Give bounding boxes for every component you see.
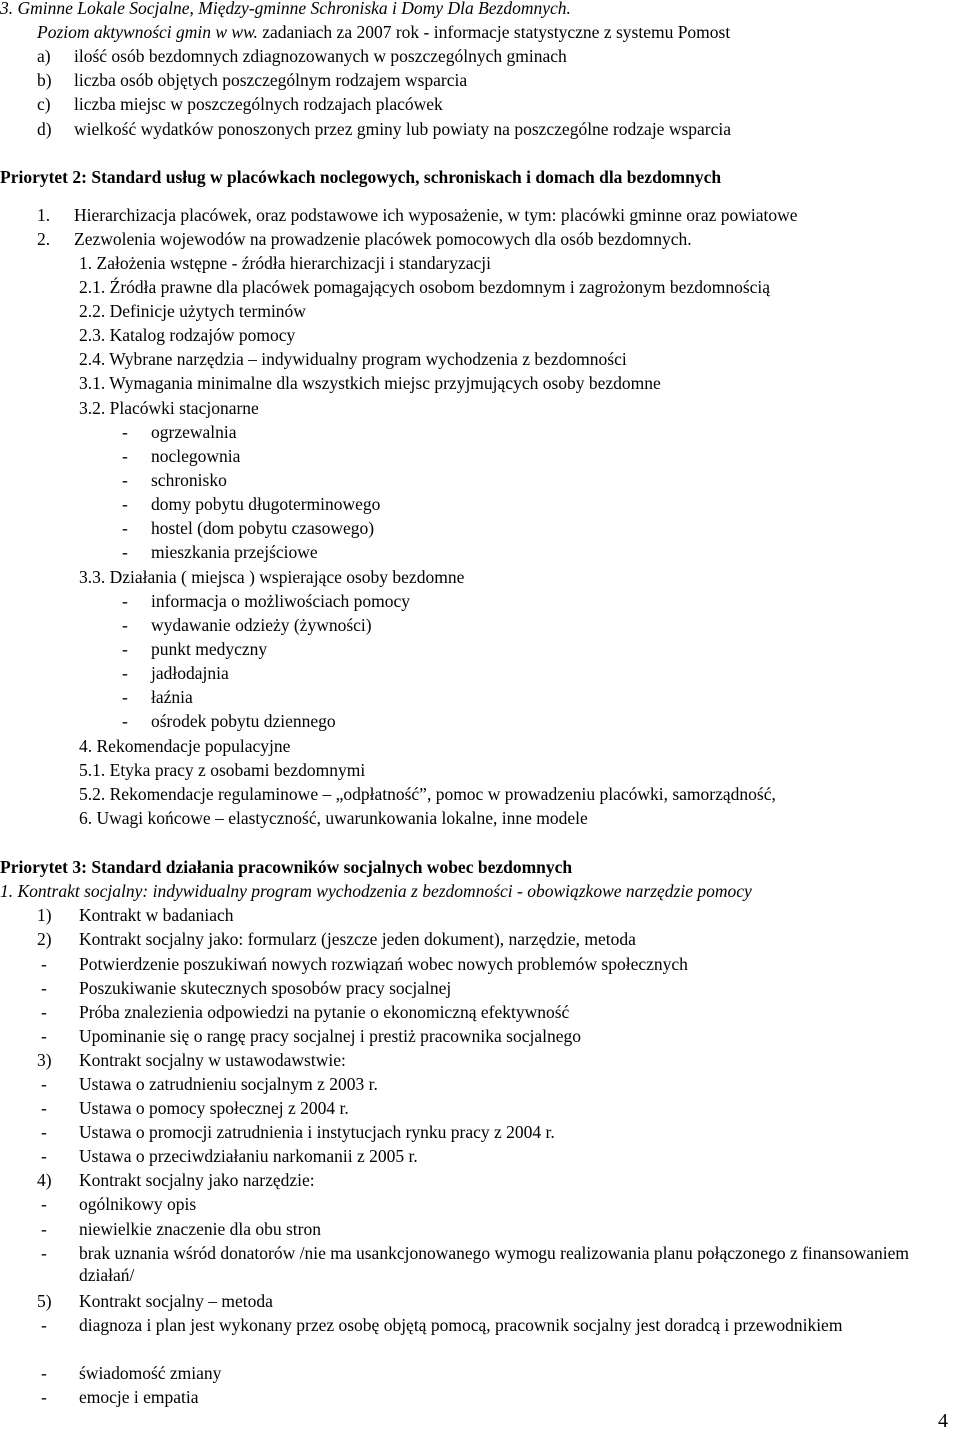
section-title-line1: 3. Gminne Lokale Socjalne, Między-gminne Schroniska i Domy Dla Bezdomnych. (0, 0, 571, 18)
outline-item: 2.4. Wybrane narzędzia – indywidualny program wychodzenia z bezdomności (79, 349, 627, 369)
bullet-item: - brak uznania wśród donatorów /nie ma usankcjonowanego wymogu realizowania planu połączonego z finansowaniem działań/ (41, 1243, 910, 1285)
section-title-rest: zadaniach za 2007 rok - informacje statystyczne z systemu Pomost (257, 22, 731, 42)
outline-item: 4. Rekomendacje populacyjne (79, 736, 291, 756)
outline-item: 2.2. Definicje użytych terminów (79, 301, 306, 321)
priority3-intro: 1. Kontrakt socjalny: indywidualny program wychodzenia z bezdomności - obowiązkowe narzędzie pomocy (0, 881, 752, 901)
outline-item: 2.3. Katalog rodzajów pomocy (79, 325, 296, 345)
priority2-heading: Priorytet 2: Standard usług w placówkach noclegowych, schroniskach i domach dla bezdomnych (0, 167, 722, 187)
section-title-italic: Poziom aktywności gmin w ww. (37, 22, 258, 42)
outline-item: 3.1. Wymagania minimalne dla wszystkich miejsc przyjmujących osoby bezdomne (79, 373, 661, 393)
outline-item: 3.2. Placówki stacjonarne (79, 398, 259, 418)
outline-item: 6. Uwagi końcowe – elastyczność, uwarunkowania lokalne, inne modele (79, 808, 588, 828)
document-page: 3. Gminne Lokale Socjalne, Między-gminne Schroniska i Domy Dla Bezdomnych. Poziom aktywności gmin w ww. zadaniach za 2007 rok - informacje statystyczne z systemu Pomost a) ilość osób bezdomnych zdiagnozowanych w poszczególnych gminach b) liczba osób objętych poszczególnym rodzajem wsparcia c) liczba miejsc w poszczególnych rodzajach placówek d) wielkość wydatków ponoszonych przez gminy lub powiaty na poszczególne rodzaje wsparcia Priorytet 2: Standard usług w placówkach noclegowych, schroniskach i domach dla bezdomnych 1. Hierarchizacja placówek, oraz podstawowe ich wyposażenie, w tym: placówki gminne oraz powiatowe 2. Zezwolenia wojewodów na prowadzenie placówek pomocowych dla osób bezdomnych. 1. Założenia wstępne - źródła hierarchizacji i standaryzacji 2.1. Źródła prawne dla placówek pomagających osobom bezdomnym i zagrożonym bezdomnością 2.2. Definicje użytych terminów 2.3. Katalog rodzajów pomocy 2.4. Wybrane narzędzia – indywidualny program wychodzenia z bezdomności 3.1. Wymagania minimalne dla wszystkich miejsc przyjmujących osoby bezdomne 3.2. Placówki stacjonarne - ogrzewalnia - noclegownia - schronisko - domy pobytu długoterminowego - hostel (dom pobytu czasowego) - mieszkania przejściowe 3.3. Działania ( miejsca ) wspierające osoby bezdomne - informacja o możliwościach pomocy - wydawanie odzieży (żywności) - punkt medyczny - jadłodajnia - łaźnia - ośrodek pobytu dziennego 4. Rekomendacje populacyjne 5.1. Etyka pracy z osobami bezdomnymi 5.2. Rekomendacje regulaminowe – „odpłatność”, pomoc w prowadzeniu placówki, samorządność, 6. Uwagi końcowe – elastyczność, uwarunkowania lokalne, inne modele Priorytet 3: Standard działania pracowników socjalnych wobec bezdomnych 1. Kontrakt socjalny: indywidualny program wychodzenia z bezdomności - obowiązkowe narzędzie pomocy 1) Kontrakt w badaniach 2) Kontrakt socjalny jako: formularz (jeszcze jeden dokument), narzędzie, metoda - Potwierdzenie poszukiwań nowych rozwiązań wobec nowych problemów społecznych - Poszukiwanie skutecznych sposobów pracy socjalnej - Próba znalezienia odpowiedzi na pytanie o ekonomiczną efektywność - Upominanie się o rangę pracy socjalnej i prestiż pracownika socjalnego 3) Kontrakt socjalny w ustawodawstwie: - Ustawa o zatrudnieniu socjalnym z 2003 r. - Ustawa o pomocy społecznej z 2004 r. - Ustawa o promocji zatrudnienia i instytucjach rynku pracy z 2004 r. - Ustawa o przeciwdziałaniu narkomanii z 2005 r. 4) Kontrakt socjalny jako narzędzie: - ogólnikowy opis - niewielkie znaczenie dla obu stron - brak uznania wśród donatorów /nie ma usankcjonowanego wymogu realizowania planu połączonego z finansowaniem działań/ 5) Kontrakt socjalny – metoda - diagnoza i plan jest wykonany przez osobę objętą pomocą, pracownik socjalny jest doradcą i przewodnikiem - świadomość zmiany - emocje i empatia 4 (0, 0, 960, 1436)
outline-item: 1. Założenia wstępne - źródła hierarchizacji i standaryzacji (79, 253, 492, 273)
section-title-line2 (37, 21, 730, 43)
outline-item: 5.1. Etyka pracy z osobami bezdomnymi (79, 760, 366, 780)
page-number: 4 (938, 1410, 948, 1432)
outline-item: 3.3. Działania ( miejsca ) wspierające osoby bezdomne (79, 567, 465, 587)
outline-item: 5.2. Rekomendacje regulaminowe – „odpłatność”, pomoc w prowadzeniu placówki, samorządność, (79, 784, 776, 804)
bullet-item: - diagnoza i plan jest wykonany przez osobę objętą pomocą, pracownik socjalny jest doradcą i przewodnikiem (41, 1315, 843, 1335)
outline-item: 2.1. Źródła prawne dla placówek pomagających osobom bezdomnym i zagrożonym bezdomnością (79, 277, 771, 297)
priority3-heading: Priorytet 3: Standard działania pracowników socjalnych wobec bezdomnych (0, 857, 573, 877)
